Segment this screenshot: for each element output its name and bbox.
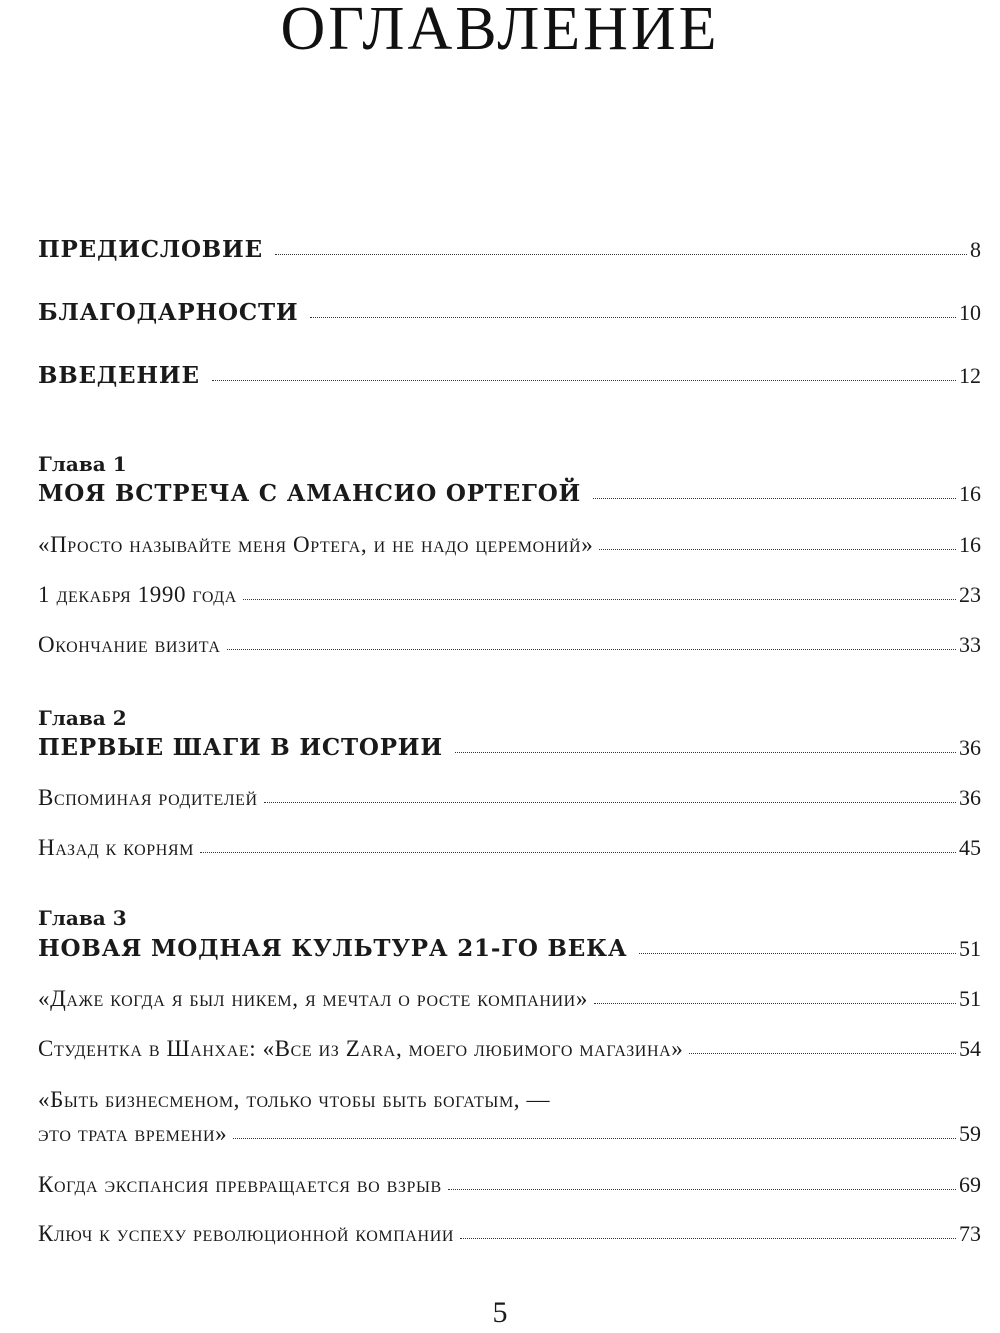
toc-page-number: 69 — [959, 1172, 981, 1197]
toc-entry-label: БЛАГОДАРНОСТИ — [38, 299, 299, 326]
chapter-heading: Глава 1 — [38, 452, 127, 476]
toc-entry-label: Вспоминая родителей — [38, 785, 258, 810]
toc-entry-section[interactable] — [38, 532, 981, 558]
toc-entry-label: «Просто называйте меня Ортега, и не надо церемоний» — [38, 532, 594, 557]
toc-leader-dots — [639, 953, 956, 954]
toc-entry-section[interactable] — [38, 1036, 981, 1062]
toc-entry-section[interactable] — [38, 1221, 981, 1247]
toc-leader-dots — [599, 549, 956, 550]
toc-page-number: 23 — [959, 582, 981, 607]
toc-leader-dots — [243, 599, 956, 600]
toc-entry-section[interactable] — [38, 986, 981, 1012]
toc-page-number: 59 — [959, 1121, 981, 1146]
toc-page-number: 16 — [959, 481, 981, 506]
toc-page-number: 51 — [959, 986, 981, 1011]
page-number: 5 — [492, 1296, 508, 1329]
toc-leader-dots — [200, 852, 956, 853]
toc-entry-label: «Даже когда я был никем, я мечтал о росте компании» — [38, 986, 588, 1011]
toc-entry-label: НОВАЯ МОДНАЯ КУЛЬТУРА 21-ГО ВЕКА — [38, 935, 628, 962]
toc-entry-label: это трата времени» — [38, 1121, 228, 1146]
toc-leader-dots — [227, 649, 956, 650]
toc-entry-chapter-3[interactable] — [38, 935, 981, 962]
toc-entry-label: Ключ к успеху революционной компании — [38, 1221, 455, 1246]
page-title: ОГЛАВЛЕНИЕ — [280, 0, 720, 63]
toc-entry-section[interactable] — [38, 632, 981, 658]
toc-page-number: 73 — [959, 1221, 981, 1246]
toc-leader-dots — [593, 498, 956, 499]
toc-entry-section[interactable] — [38, 785, 981, 811]
toc-leader-dots — [275, 254, 967, 255]
toc-entry-label: Назад к корням — [38, 835, 195, 860]
toc-page-number: 10 — [959, 300, 981, 325]
toc-page-number: 16 — [959, 532, 981, 557]
toc-leader-dots — [233, 1138, 956, 1139]
chapter-heading: Глава 3 — [38, 906, 127, 930]
toc-page-number: 36 — [959, 785, 981, 810]
chapter-heading: Глава 2 — [38, 706, 127, 730]
toc-entry-section[interactable] — [38, 835, 981, 861]
toc-leader-dots — [264, 802, 956, 803]
toc-page-number: 54 — [959, 1036, 981, 1061]
toc-leader-dots — [455, 752, 956, 753]
toc-entry-label: ВВЕДЕНИЕ — [38, 362, 200, 389]
toc-entry-label: 1 декабря 1990 года — [38, 582, 237, 607]
toc-entry-chapter-1[interactable] — [38, 480, 981, 507]
toc-page-number: 8 — [970, 237, 981, 262]
toc-page-number: 36 — [959, 735, 981, 760]
toc-entry-preface[interactable] — [38, 236, 981, 263]
toc-entry-label: ПРЕДИСЛОВИЕ — [38, 236, 263, 263]
toc-leader-dots — [460, 1238, 956, 1239]
toc-page-number: 12 — [959, 363, 981, 388]
toc-entry-section[interactable] — [38, 1121, 981, 1147]
toc-entry-label: Окончание визита — [38, 632, 221, 657]
toc-leader-dots — [212, 380, 956, 381]
toc-entry-section[interactable] — [38, 582, 981, 608]
toc-entry-label: Когда экспансия превращается во взрыв — [38, 1172, 442, 1197]
toc-leader-dots — [689, 1053, 956, 1054]
toc-entry-label-line-1[interactable]: «Быть бизнесменом, только чтобы быть богатым, — — [38, 1087, 551, 1112]
toc-leader-dots — [310, 317, 956, 318]
toc-page-number: 51 — [959, 936, 981, 961]
toc-entry-label: ПЕРВЫЕ ШАГИ В ИСТОРИИ — [38, 734, 443, 761]
toc-entry-chapter-2[interactable] — [38, 734, 981, 761]
toc-page-number: 33 — [959, 632, 981, 657]
toc-entry-section[interactable] — [38, 1172, 981, 1198]
toc-entry-introduction[interactable] — [38, 362, 981, 389]
toc-page-number: 45 — [959, 835, 981, 860]
toc-leader-dots — [594, 1003, 956, 1004]
toc-entry-acknowledgements[interactable] — [38, 299, 981, 326]
toc-leader-dots — [448, 1189, 956, 1190]
toc-entry-label: МОЯ ВСТРЕЧА С АМАНСИО ОРТЕГОЙ — [38, 480, 582, 507]
toc-entry-label: Студентка в Шанхае: «Все из Zara, моего любимого магазина» — [38, 1036, 684, 1061]
